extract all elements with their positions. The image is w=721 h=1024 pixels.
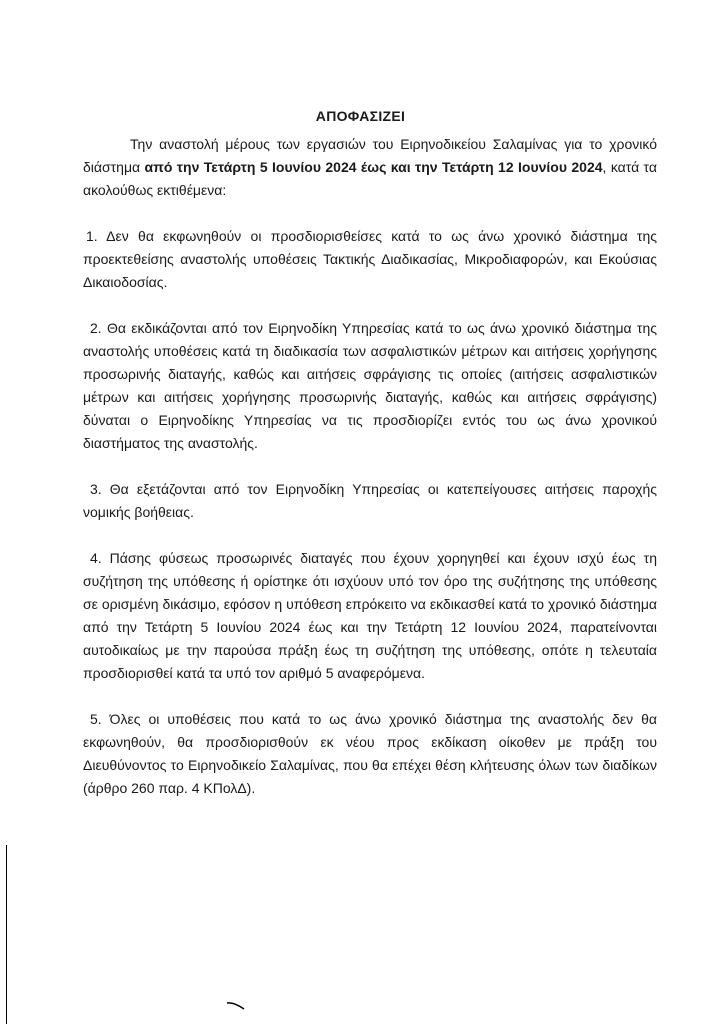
list-item-3: 3. Θα εξετάζονται από τον Ειρηνοδίκη Υπηρεσίας οι κατεπείγουσες αιτήσεις παροχής νομικής βοήθειας. (83, 481, 657, 520)
intro-date-range: από την Τετάρτη 5 Ιουνίου 2024 έως και την Τετάρτη 12 Ιουνίου 2024 (144, 159, 603, 175)
list-item-5: 5. Όλες οι υποθέσεις που κατά το ως άνω χρονικό διάστημα της αναστολής δεν θα εκφωνηθούν, θα προσδιορισθούν εκ νέου προς εκδίκαση οίκοθεν με πράξη του Διευθύνοντος το Ειρηνοδικείο Σαλαμίνας, που θα επέχει θέση κλήτευσης όλων των διαδίκων (άρθρο 260 παρ. 4 ΚΠολΔ). (83, 711, 657, 796)
document-heading: ΑΠΟΦΑΣΙΖΕΙ (315, 108, 406, 124)
scan-margin-line (6, 845, 7, 1024)
list-item-4: 4. Πάσης φύσεως προσωρινές διαταγές που έχουν χορηγηθεί και έχουν ισχύ έως τη συζήτηση της υπόθεσης ή ορίστηκε ότι ισχύουν υπό τον όρο της συζήτησης της υπόθεσης σε ορισμένη δικάσιμο, εφόσον η υπόθεση επρόκειτο να εκδικασθεί κατά το χρονικό διάστημα από την Τετάρτη 5 Ιουνίου 2024 έως και την Τετάρτη 12 Ιουνίου 2024, παρατείνονται αυτοδικαίως με την παρούσα πράξη έως τη συζήτηση της υπόθεσης, οπότε η τελευταία προσδιορισθεί κατά τα υπό τον αριθμό 5 αναφερόμενα. (83, 550, 657, 681)
intro-paragraph (83, 133, 657, 202)
document-body (83, 133, 657, 823)
intro-text-end: , κατά τα ακολούθως εκτιθέμενα: (83, 159, 657, 198)
scan-mark-icon (226, 1000, 246, 1012)
list-item-2: 2. Θα εκδικάζονται από τον Ειρηνοδίκη Υπηρεσίας κατά το ως άνω χρονικό διάστημα της αναστολής υποθέσεις κατά τη διαδικασία των ασφαλιστικών μέτρων και αιτήσεις χορήγησης προσωρινής διαταγής, καθώς και αιτήσεις σφράγισης τις οποίες (αιτήσεις ασφαλιστικών μέτρων και αιτήσεις χορήγησης προσωρινής διαταγής, καθώς και αιτήσεις σφράγισης) δύναται ο Ειρηνοδίκης Υπηρεσίας να τις προσδιορίζει εντός του ως άνω χρονικού διαστήματος της αναστολής. (83, 320, 657, 451)
list-item-1: 1. Δεν θα εκφωνηθούν οι προσδιορισθείσες κατά το ως άνω χρονικό διάστημα της προεκτεθείσης αναστολής υποθέσεις Τακτικής Διαδικασίας, Μικροδιαφορών, και Εκούσιας Δικαιοδοσίας. (83, 228, 657, 290)
intro-text-start: Την αναστολή μέρους των εργασιών του Ειρηνοδικείου Σαλαμίνας για το χρονικό διάστημα (83, 136, 657, 175)
